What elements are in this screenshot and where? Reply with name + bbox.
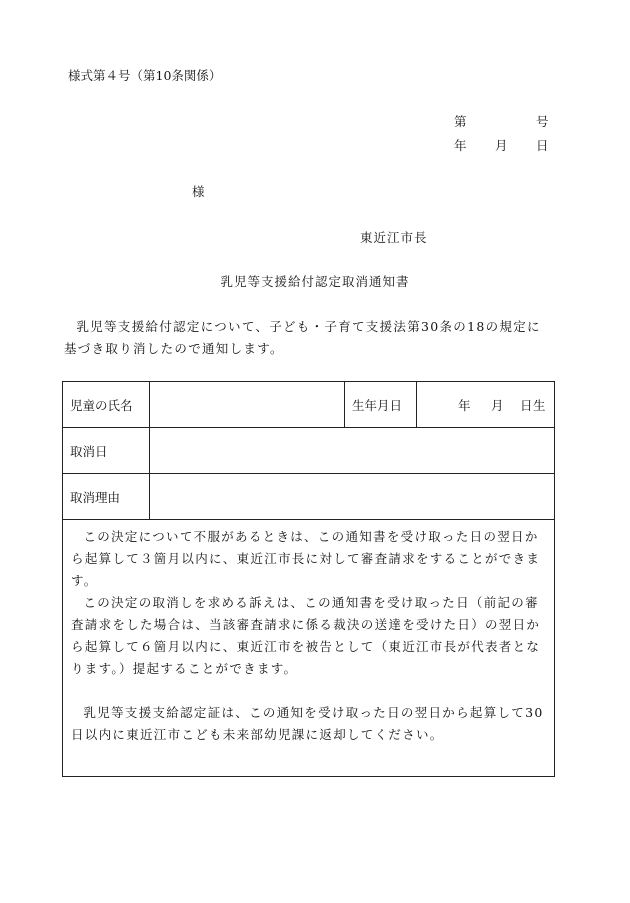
return-certificate-notice: 乳児等支援支給認定証は、この通知を受け取った日の翌日から起算して30日以内に東近江市こども未来部幼児課に返却してください。 — [71, 705, 544, 742]
child-name-field[interactable] — [150, 382, 345, 428]
cancel-reason-label: 取消理由 — [63, 474, 150, 520]
cancel-date-row — [63, 428, 555, 474]
intro-text: 乳児等支援給付認定について、子ども・子育て支援法第30条の18の規定に基づき取り消したので通知します。 — [64, 319, 541, 356]
issue-year-label: 年 — [454, 138, 467, 153]
document-number-label: 第 — [454, 114, 467, 129]
document-number-suffix: 号 — [536, 114, 549, 129]
notes-cell — [63, 520, 555, 777]
document-title: 乳児等支援給付認定取消通知書 — [220, 274, 410, 289]
cancel-reason-row — [63, 474, 555, 520]
cancel-date-label: 取消日 — [63, 428, 150, 474]
issue-month-label: 月 — [495, 138, 508, 153]
issuer-name: 東近江市長 — [360, 230, 428, 245]
birth-day-label: 日生 — [519, 397, 546, 413]
birth-date-field[interactable] — [417, 382, 555, 428]
lawsuit-notice: この決定の取消しを求める訴えは、この通知書を受け取った日（前記の審査請求をした場合は、当該審査請求に係る裁決の送達を受けた日）の翌日から起算して６箇月以内に、東近江市を被告として（東近江市長が代表者となります。）提起することができます。 — [71, 595, 541, 676]
cancel-date-field[interactable] — [150, 428, 555, 474]
birth-date-label: 生年月日 — [345, 382, 417, 428]
child-name-label: 児童の氏名 — [63, 382, 150, 428]
child-name-row — [63, 382, 555, 428]
form-number: 様式第４号（第10条関係） — [68, 68, 222, 83]
certificate-table — [62, 381, 555, 777]
cancel-reason-field[interactable] — [150, 474, 555, 520]
issue-day-label: 日 — [536, 138, 549, 153]
birth-month-label: 月 — [490, 397, 504, 413]
intro-paragraph — [64, 316, 554, 360]
addressee-honorific: 様 — [192, 184, 205, 199]
birth-year-label: 年 — [457, 397, 471, 413]
appeal-notice: この決定について不服があるときは、この通知書を受け取った日の翌日から起算して３箇月以内に、東近江市長に対して審査請求をすることができます。 — [71, 529, 541, 588]
notes-row — [63, 520, 555, 777]
